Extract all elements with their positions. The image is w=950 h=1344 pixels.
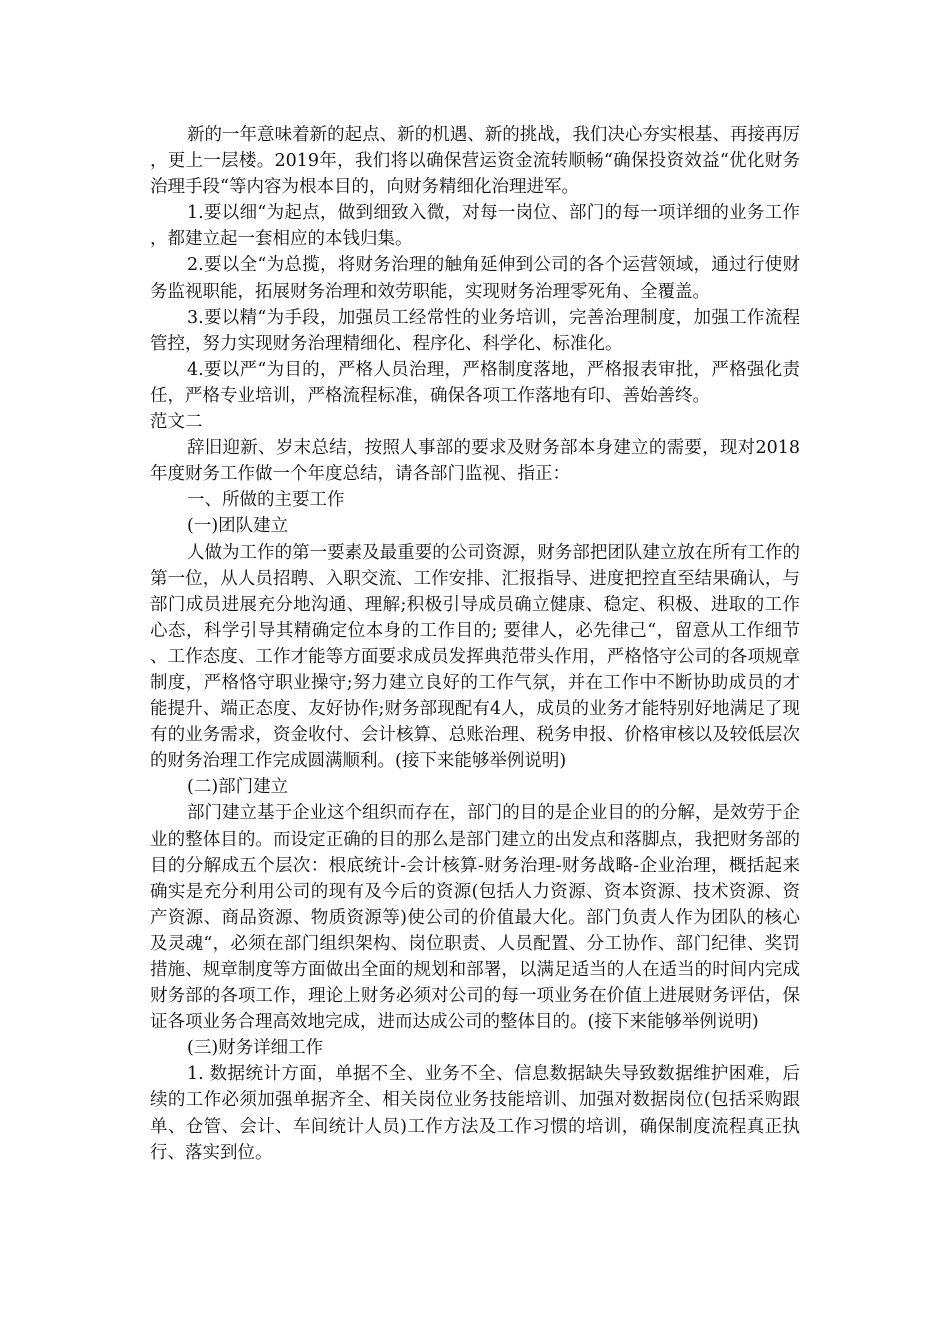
paragraph-point-2: 2.要以全“为总揽，将财务治理的触角延伸到公司的各个运营领域，通过行使财务监视职能，拓展财务治理和效劳职能，实现财务治理零死角、全覆盖。: [150, 255, 800, 302]
document-body: [150, 122, 800, 1166]
section-heading-sample-2: 范文二: [150, 412, 203, 433]
paragraph-point-3: 3.要以精“为手段，加强员工经常性的业务培训，完善治理制度，加强工作流程管控，努力实现财务治理精细化、程序化、科学化、标准化。: [150, 307, 800, 354]
subheading-team-building: (一)团队建立: [187, 516, 289, 537]
paragraph-data-statistics: 1. 数据统计方面，单据不全、业务不全、信息数据缺失导致数据维护困难，后续的工作必须加强单据齐全、相关岗位业务技能培训、加强对数据岗位(包括采购跟单、仓管、会计、车间统计人员)工作方法及工作习惯的培训，确保制度流程真正执行、落实到位。: [150, 1064, 800, 1163]
paragraph-department-building: 部门建立基于企业这个组织而存在，部门的目的是企业目的的分解，是效劳于企业的整体目的。而设定正确的目的那么是部门建立的出发点和落脚点，我把财务部的目的分解成五个层次：根底统计-会计核算-财务治理-财务战略-企业治理，概括起来确实是充分利用公司的现有及今后的资源(包括人力资源、资本资源、技术资源、资产资源、商品资源、物质资源等)使公司的价值最大化。部门负责人作为团队的核心及灵魂“，必须在部门组织架构、岗位职责、人员配置、分工协作、部门纪律、奖罚措施、规章制度等方面做出全面的规划和部署，以满足适当的人在适当的时间内完成财务部的各项工作，理论上财务必须对公司的每一项业务在价值上进展财务评估，保证各项业务合理高效地完成，进而达成公司的整体目的。(接下来能够举例说明): [150, 803, 800, 1033]
paragraph-team-building: 人做为工作的第一要素及最重要的公司资源，财务部把团队建立放在所有工作的第一位，从人员招聘、入职交流、工作安排、汇报指导、进度把控直至结果确认，与部门成员进展充分地沟通、理解;积极引导成员确立健康、稳定、积极、进取的工作心态，科学引导其精确定位本身的工作目的; 要律人，必先律己“，留意从工作细节、工作态度、工作才能等方面要求成员发挥典范带头作用，严格恪守公司的各项规章制度，严格恪守职业操守;努力建立良好的工作气氛，并在工作中不断协助成员的才能提升、端正态度、友好协作;财务部现配有4人，成员的业务才能特别好地满足了现有的业务需求，资金收付、会计核算、总账治理、税务申报、价格审核以及较低层次的财务治理工作完成圆满顺利。(接下来能够举例说明): [150, 542, 800, 772]
paragraph-point-4: 4.要以严“为目的，严格人员治理，严格制度落地，严格报表审批，严格强化责任，严格专业培训，严格流程标准，确保各项工作落地有印、善始善终。: [150, 359, 800, 406]
paragraph-point-1: 1.要以细“为起点，做到细致入微，对每一岗位、部门的每一项详细的业务工作，都建立起一套相应的本钱归集。: [150, 203, 800, 250]
subheading-department-building: (二)部门建立: [187, 777, 289, 798]
subheading-finance-details: (三)财务详细工作: [187, 1038, 324, 1059]
paragraph-summary-intro: 辞旧迎新、岁末总结，按照人事部的要求及财务部本身建立的需要，现对2018年度财务工作做一个年度总结，请各部门监视、指正：: [150, 438, 800, 485]
section-heading-main-work: 一、所做的主要工作: [187, 490, 345, 511]
paragraph-intro: 新的一年意味着新的起点、新的机遇、新的挑战，我们决心夯实根基、再接再厉，更上一层楼。2019年，我们将以确保营运资金流转顺畅“确保投资效益“优化财务治理手段“等内容为根本目的，向财务精细化治理进军。: [150, 125, 800, 198]
